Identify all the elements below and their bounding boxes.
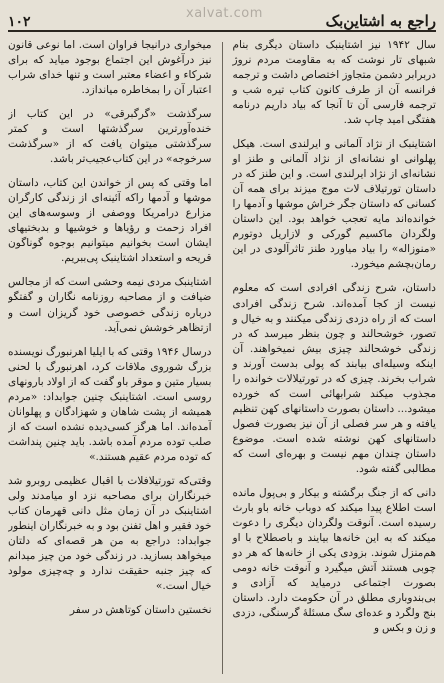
paragraph: دانی که از جنگ برگشته و بیکار و بی‌پول مانده است اطلاع پیدا میکند که دوباب خانه باو بارث رسیده است. آنوقت ولگردان دیگری را دعوت میکند که به این خانه‌ها بیایند و باصطلاح با او هم‌منزل شوند. بزودی یکی از خانه‌ها که هر دو چوبی هستند آتش میگیرد و آنوقت خانه دومی بصورت اجتماعی درمیاید که آزادی و بی‌بندوباری مطلق در آن حکومت دارد. داستان بنج ولگرد و عده‌ای سگ مسئلهٔ گرسنگی، دزدی و زن و بکس و: [232, 486, 436, 635]
right-column: [232, 38, 436, 678]
paragraph: سال ۱۹۴۲ نیز اشتاینبک داستان دیگری بنام شبهای تار نوشت که به مقاومت مردم نروژ دربرابر دشمن متجاوز اختصاص داشت و ترجمه فرانسه آن از طرف کانون کتاب تیره شب و ترجمه فارسی آن تا آنجا که بیاد داریم درنامه هفتگی امید چاپ شد.: [232, 39, 436, 127]
paragraph: اما وقتی که پس از خواندن این کتاب، داستان موشها و آدمها راکه آئینه‌ای از زندگی کارگران مزارع درامریکا ووصفی از وسوسه‌های این افراد زحمت و رؤیاها و خوشیها و بدبختیهای ایشان است بخوانیم میتوانیم بوجوه گوناگون قریحه و استعداد اشتاینبک پی‌ببریم.: [8, 177, 212, 265]
column-divider: [222, 42, 223, 674]
paragraph: نخستین داستان کوتاهش در سفر: [69, 604, 212, 617]
text-columns: [8, 38, 436, 678]
paragraph: درسال ۱۹۴۶ وقتی که با ایلیا اهرنبورگ نویسنده بزرگ شوروی ملاقات کرد، اهرنبورگ با لحنی بسیار متین و موقر باو گفت که از اولاد بارونهای روسی است. اشتاینبک چنین جوابداد: «مردم همیشه از پشت شاهان و شهزادگان و پهلوانان آمده‌اند. اما هرگز کسی‌دیده نشده است که از صلب توده مردم آمده باشد. باید چنین پنداشت که توده مردم عقیم هستند.»: [8, 345, 212, 463]
paragraph: میخواری درانیجا فراوان است. اما نوعی قانون نیز درآغوش این اجتماع بوجود میاید که برای شرکاء و اعضاء معتبر است و تنها خدای شراب اعتبار آن را بمخاطره میاندازد.: [8, 39, 212, 97]
left-column: [8, 38, 212, 678]
paragraph: وقتی‌که تورتیلافلات با اقبال عظیمی روبرو شد خبرنگاران برای مصاحبه نزد او میامدند ولی اشتاینبک در آن زمان مثل دانی قهرمان کتاب خود فقیر و اهل تفنن بود و به خبرنگاران اینطور جوابداد: دراجع به من هر قصه‌ای که دلتان میخواهد بسازید. در زندگی خود من چیز میدانم که چیز جنبه حقیقت ندارد و چه‌چیزی مولود خیال است.»: [8, 474, 212, 593]
page-number: ۱۰۲: [8, 14, 31, 30]
paragraph: اشتاینبک از نژاد آلمانی و ایرلندی است. هیکل پهلوانی او نشانه‌ای از نژاد آلمانی و طنز او نشانه‌ای از نژاد ایرلندی است. و این طنز که در داستان تورتیلاف لات موج میزند برای همه آن کسانی که داستان جگر خراش موشها و آدمها را خوانده‌اند مایه تعجب خواهد بود. این داستان ولگردان ماکسیم گورکی و لازاریل دوتورم «منوزاله» را بیاد میاورد طنز تاثرآلودی در این رمان‌بچشم میخورد.: [232, 138, 436, 271]
paragraph: سرگذشت «گرگبرقی» در این کتاب از خنده‌آورترین سرگذشتها است و کمتر سرگذشتی میتوان یافت که از «سرگذشت سرخوجه» در این کتاب‌عجیب‌تر باشد.: [8, 108, 212, 166]
running-title: راجع به اشتاین‌بک: [325, 12, 436, 30]
paragraph: داستان، شرح زندگی افرادی است که معلوم نیست از کجا آمده‌اند. شرح زندگی افرادی است که از راه دزدی زندگی میکنند و به خیال و تصور، خوشحالند و چون بنظر میرسد که در زندگی خوشحالند چیزی بیش نمیخواهند. آن اینکه وسیله‌ای بیابند که پولی بدست آورند و شراب بخرند. چیزی که در تورتیلالات خوانده را مجذوب میکند شرابهائی است که خورده میشود... داستان بصورت داستانهای کهن تنظیم یافته و هر سر فصلی از آن نیز بصورت فصول داستانهای کهن نوشته شده است. موضوع داستان چندان مهم نیست و بهره‌ای است که مطالبی گفته شود.: [232, 282, 436, 475]
watermark: xalvat.com: [186, 6, 263, 21]
paragraph: اشتاینبک مردی نیمه وحشی است که از مجالس ضیافت و از مصاحبه روزنامه نگاران و گفتگو درباره زندگی خصوصی خود گریزان است و ازتظاهر خوشش نمی‌آید.: [8, 276, 212, 334]
